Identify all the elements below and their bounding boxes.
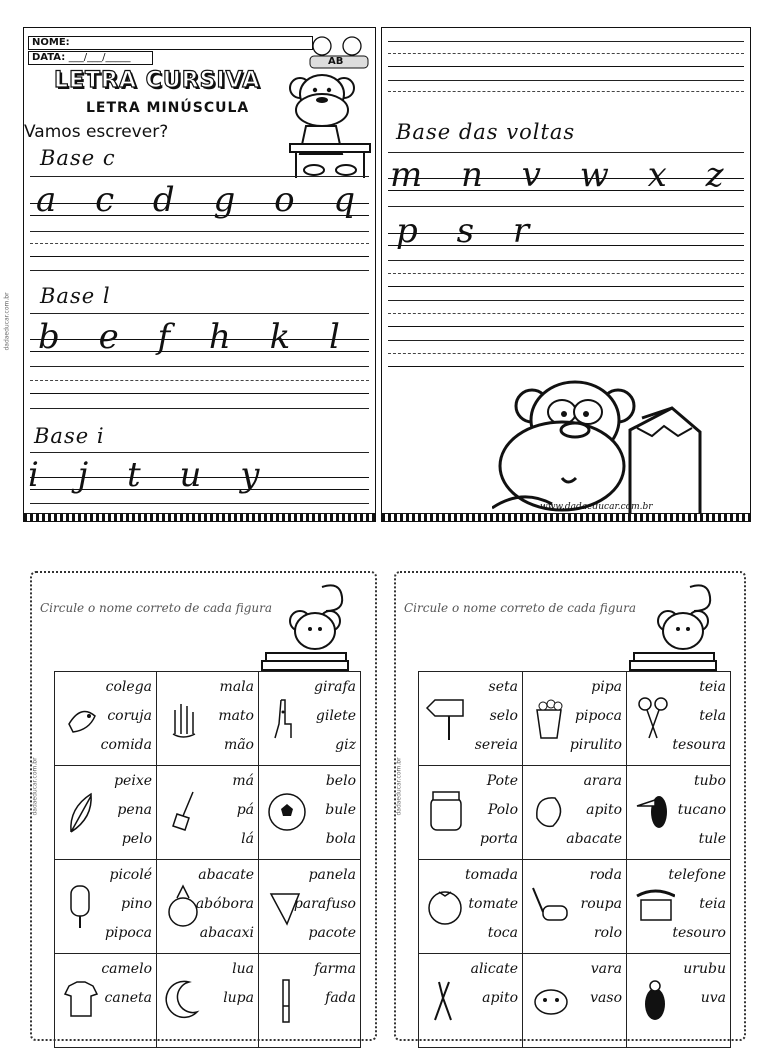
word-option[interactable]: pacote bbox=[308, 925, 356, 941]
picture-cell bbox=[258, 859, 361, 954]
picture-cell bbox=[418, 953, 523, 1048]
picture-cell bbox=[54, 859, 157, 954]
guide-line bbox=[30, 270, 369, 271]
watermark: www.dadaeducar.com.br bbox=[540, 502, 653, 512]
guide-line bbox=[388, 41, 744, 42]
guide-line bbox=[388, 178, 744, 179]
border-decoration bbox=[382, 513, 750, 521]
shirt-icon bbox=[61, 976, 103, 1024]
guide-line bbox=[388, 190, 744, 191]
guide-line bbox=[30, 256, 369, 257]
word-option[interactable]: arara bbox=[583, 773, 622, 789]
picture-cell bbox=[522, 953, 627, 1048]
instruction-text: Circule o nome correto de cada figura bbox=[404, 601, 637, 615]
guide-line bbox=[30, 215, 369, 216]
word-option[interactable]: Polo bbox=[487, 802, 518, 818]
word-option[interactable]: abóbora bbox=[195, 896, 254, 912]
pliers-icon bbox=[425, 976, 467, 1024]
word-option[interactable]: girafa bbox=[313, 679, 356, 695]
word-option[interactable]: bule bbox=[325, 802, 356, 818]
letters-loops-row2: p s r bbox=[396, 211, 544, 251]
scissors-icon bbox=[633, 694, 675, 742]
word-option[interactable]: apito bbox=[482, 990, 518, 1006]
word-option[interactable]: seta bbox=[488, 679, 518, 695]
word-option[interactable]: tela bbox=[699, 708, 726, 724]
word-option[interactable]: pipoca bbox=[574, 708, 622, 724]
section-label-base-i: Base i bbox=[34, 424, 105, 448]
word-option[interactable]: picolé bbox=[109, 867, 152, 883]
guide-line bbox=[30, 351, 369, 352]
word-option[interactable]: pá bbox=[236, 802, 254, 818]
word-option[interactable]: roda bbox=[589, 867, 622, 883]
word-option[interactable]: porta bbox=[479, 831, 518, 847]
guide-line bbox=[30, 380, 369, 381]
picture-cell bbox=[258, 765, 361, 860]
bird-icon bbox=[61, 694, 103, 742]
guide-line bbox=[30, 339, 369, 340]
hand-icon bbox=[163, 694, 205, 742]
roller-icon bbox=[529, 882, 571, 930]
date-label: DATA: bbox=[32, 52, 66, 63]
word-option[interactable]: tomada bbox=[465, 867, 518, 883]
word-option[interactable]: coruja bbox=[107, 708, 152, 724]
word-option[interactable]: comida bbox=[100, 737, 152, 753]
tomato-icon bbox=[425, 882, 467, 930]
guide-line bbox=[388, 366, 744, 367]
word-option[interactable]: toca bbox=[487, 925, 518, 941]
side-watermark: dadaeducar.com.br bbox=[31, 757, 39, 816]
guide-line bbox=[388, 152, 744, 153]
letters-base-c: a c d g o q bbox=[36, 180, 370, 220]
section-label-loops: Base das voltas bbox=[396, 120, 576, 144]
date-field bbox=[28, 51, 153, 65]
letters-base-i: i j t u y bbox=[28, 455, 274, 495]
guide-line bbox=[30, 366, 369, 367]
border-decoration bbox=[24, 513, 375, 521]
picture-cell bbox=[522, 859, 627, 954]
picture-cell bbox=[54, 953, 157, 1048]
feather-icon bbox=[61, 788, 103, 836]
guide-line bbox=[30, 477, 369, 478]
moon-icon bbox=[163, 976, 205, 1024]
word-option[interactable]: mala bbox=[219, 679, 254, 695]
monkey-at-desk-illustration bbox=[286, 68, 374, 180]
answer-grid bbox=[418, 671, 730, 1051]
word-option[interactable]: selo bbox=[489, 708, 518, 724]
word-option[interactable]: apito bbox=[586, 802, 622, 818]
guide-line bbox=[30, 243, 369, 244]
word-option[interactable]: abacate bbox=[566, 831, 622, 847]
picture-cell bbox=[626, 859, 731, 954]
word-option[interactable]: fada bbox=[325, 990, 356, 1006]
guide-line bbox=[388, 300, 744, 301]
picture-cell bbox=[156, 671, 259, 766]
word-option[interactable]: vaso bbox=[590, 990, 622, 1006]
ab-badge-text: AB bbox=[328, 56, 344, 67]
picture-cell bbox=[156, 859, 259, 954]
date-slots: ___/___/_____ bbox=[68, 52, 131, 63]
word-option[interactable]: farma bbox=[314, 961, 356, 977]
word-option[interactable]: telefone bbox=[668, 867, 726, 883]
knife-icon bbox=[265, 976, 307, 1024]
picture-cell bbox=[156, 765, 259, 860]
arrow-sign-icon bbox=[425, 694, 467, 742]
word-option[interactable]: uva bbox=[700, 990, 726, 1006]
picture-cell bbox=[156, 953, 259, 1048]
word-option[interactable]: colega bbox=[105, 679, 152, 695]
picture-cell bbox=[626, 765, 731, 860]
letters-loops-row1: m n v w x z bbox=[390, 155, 738, 195]
guide-line bbox=[388, 91, 744, 92]
word-option[interactable]: tucano bbox=[677, 802, 726, 818]
picture-cell bbox=[54, 671, 157, 766]
picture-cell bbox=[258, 953, 361, 1048]
picture-cell bbox=[522, 671, 627, 766]
word-option[interactable]: vara bbox=[590, 961, 622, 977]
word-option[interactable]: abacaxi bbox=[199, 925, 254, 941]
guide-line bbox=[30, 393, 369, 394]
word-option[interactable]: pena bbox=[117, 802, 152, 818]
guide-line bbox=[388, 66, 744, 67]
prompt-text: Vamos escrever? bbox=[24, 122, 169, 142]
word-option[interactable]: pipa bbox=[591, 679, 622, 695]
word-option[interactable]: má bbox=[232, 773, 254, 789]
giraffe-icon bbox=[265, 694, 307, 742]
guide-line bbox=[388, 313, 744, 314]
guide-line bbox=[30, 408, 369, 409]
guide-line bbox=[388, 286, 744, 287]
word-option[interactable]: abacate bbox=[198, 867, 254, 883]
word-option[interactable]: parafuso bbox=[293, 896, 356, 912]
shovel-icon bbox=[163, 788, 205, 836]
word-option[interactable]: tubo bbox=[693, 773, 726, 789]
word-option[interactable]: Pote bbox=[486, 773, 518, 789]
vulture-icon bbox=[633, 976, 675, 1024]
word-option[interactable]: teia bbox=[699, 679, 726, 695]
word-option[interactable]: pirulito bbox=[569, 737, 622, 753]
telephone-icon bbox=[633, 882, 675, 930]
popcorn-icon bbox=[529, 694, 571, 742]
guide-line bbox=[388, 326, 744, 327]
picture-cell bbox=[418, 859, 523, 954]
word-option[interactable]: caneta bbox=[104, 990, 152, 1006]
side-watermark: dadaeducar.com.br bbox=[395, 757, 403, 816]
name-label: NOME: bbox=[32, 37, 70, 48]
guide-line bbox=[30, 203, 369, 204]
word-option[interactable]: giz bbox=[335, 737, 356, 753]
picture-cell bbox=[626, 953, 731, 1048]
word-option[interactable]: roupa bbox=[580, 896, 622, 912]
guide-line bbox=[30, 176, 369, 177]
letters-base-l: b e f h k l bbox=[38, 317, 354, 357]
word-option[interactable]: pipoca bbox=[104, 925, 152, 941]
word-option[interactable]: lupa bbox=[223, 990, 254, 1006]
picture-cell bbox=[54, 765, 157, 860]
picture-cell bbox=[258, 671, 361, 766]
word-option[interactable]: panela bbox=[308, 867, 356, 883]
word-option[interactable]: peixe bbox=[114, 773, 152, 789]
word-option[interactable]: mão bbox=[223, 737, 254, 753]
guide-line bbox=[30, 489, 369, 490]
word-option[interactable]: pino bbox=[121, 896, 152, 912]
guide-line bbox=[388, 260, 744, 261]
guide-line bbox=[388, 53, 744, 54]
side-watermark: dadaeducar.com.br bbox=[3, 292, 11, 351]
word-option[interactable]: tomate bbox=[468, 896, 518, 912]
guide-line bbox=[388, 353, 744, 354]
picture-cell bbox=[418, 671, 523, 766]
circle-name-worksheet-right bbox=[394, 571, 746, 1041]
guide-line bbox=[388, 245, 744, 246]
word-option[interactable]: rolo bbox=[593, 925, 622, 941]
ball-icon bbox=[265, 788, 307, 836]
word-option[interactable]: belo bbox=[325, 773, 356, 789]
section-label-base-l: Base l bbox=[40, 284, 111, 308]
cow-icon bbox=[529, 976, 571, 1024]
shell-icon bbox=[529, 788, 571, 836]
jar-icon bbox=[425, 788, 467, 836]
guide-line bbox=[388, 80, 744, 81]
word-option[interactable]: lua bbox=[232, 961, 254, 977]
ab-badge bbox=[308, 32, 370, 70]
popsicle-icon bbox=[61, 882, 103, 930]
monkey-on-books-icon bbox=[628, 581, 718, 673]
guide-line bbox=[388, 273, 744, 274]
word-option[interactable]: tule bbox=[698, 831, 726, 847]
monkey-on-books-icon bbox=[260, 581, 350, 673]
word-option[interactable]: tesoura bbox=[672, 737, 726, 753]
word-option[interactable]: sereia bbox=[474, 737, 518, 753]
sheet-subtitle: LETRA MINÚSCULA bbox=[86, 100, 250, 116]
answer-grid bbox=[54, 671, 360, 1051]
guide-line bbox=[388, 233, 744, 234]
circle-name-worksheet-left bbox=[30, 571, 377, 1041]
picture-cell bbox=[522, 765, 627, 860]
guide-line bbox=[388, 340, 744, 341]
guide-line bbox=[30, 452, 369, 453]
word-option[interactable]: mato bbox=[218, 708, 254, 724]
section-label-base-c: Base c bbox=[40, 146, 116, 170]
sheet-title: LETRA CURSIVA bbox=[54, 68, 261, 93]
word-option[interactable]: tesouro bbox=[672, 925, 726, 941]
toucan-icon bbox=[633, 788, 675, 836]
guide-line bbox=[388, 206, 744, 207]
guide-line bbox=[30, 503, 369, 504]
instruction-text: Circule o nome correto de cada figura bbox=[40, 601, 273, 615]
picture-cell bbox=[418, 765, 523, 860]
name-field bbox=[28, 36, 313, 50]
word-option[interactable]: camelo bbox=[101, 961, 152, 977]
word-option[interactable]: pelo bbox=[121, 831, 152, 847]
word-option[interactable]: bola bbox=[325, 831, 356, 847]
guide-line bbox=[30, 231, 369, 232]
worksheet-loops bbox=[381, 27, 751, 522]
word-option[interactable]: alicate bbox=[470, 961, 518, 977]
word-option[interactable]: urubu bbox=[683, 961, 726, 977]
monkey-with-pencil-illustration bbox=[492, 378, 712, 516]
worksheet-lowercase-cursive bbox=[3, 27, 376, 522]
word-option[interactable]: gilete bbox=[315, 708, 356, 724]
word-option[interactable]: teia bbox=[699, 896, 726, 912]
picture-cell bbox=[626, 671, 731, 766]
word-option[interactable]: lá bbox=[241, 831, 254, 847]
guide-line bbox=[30, 313, 369, 314]
